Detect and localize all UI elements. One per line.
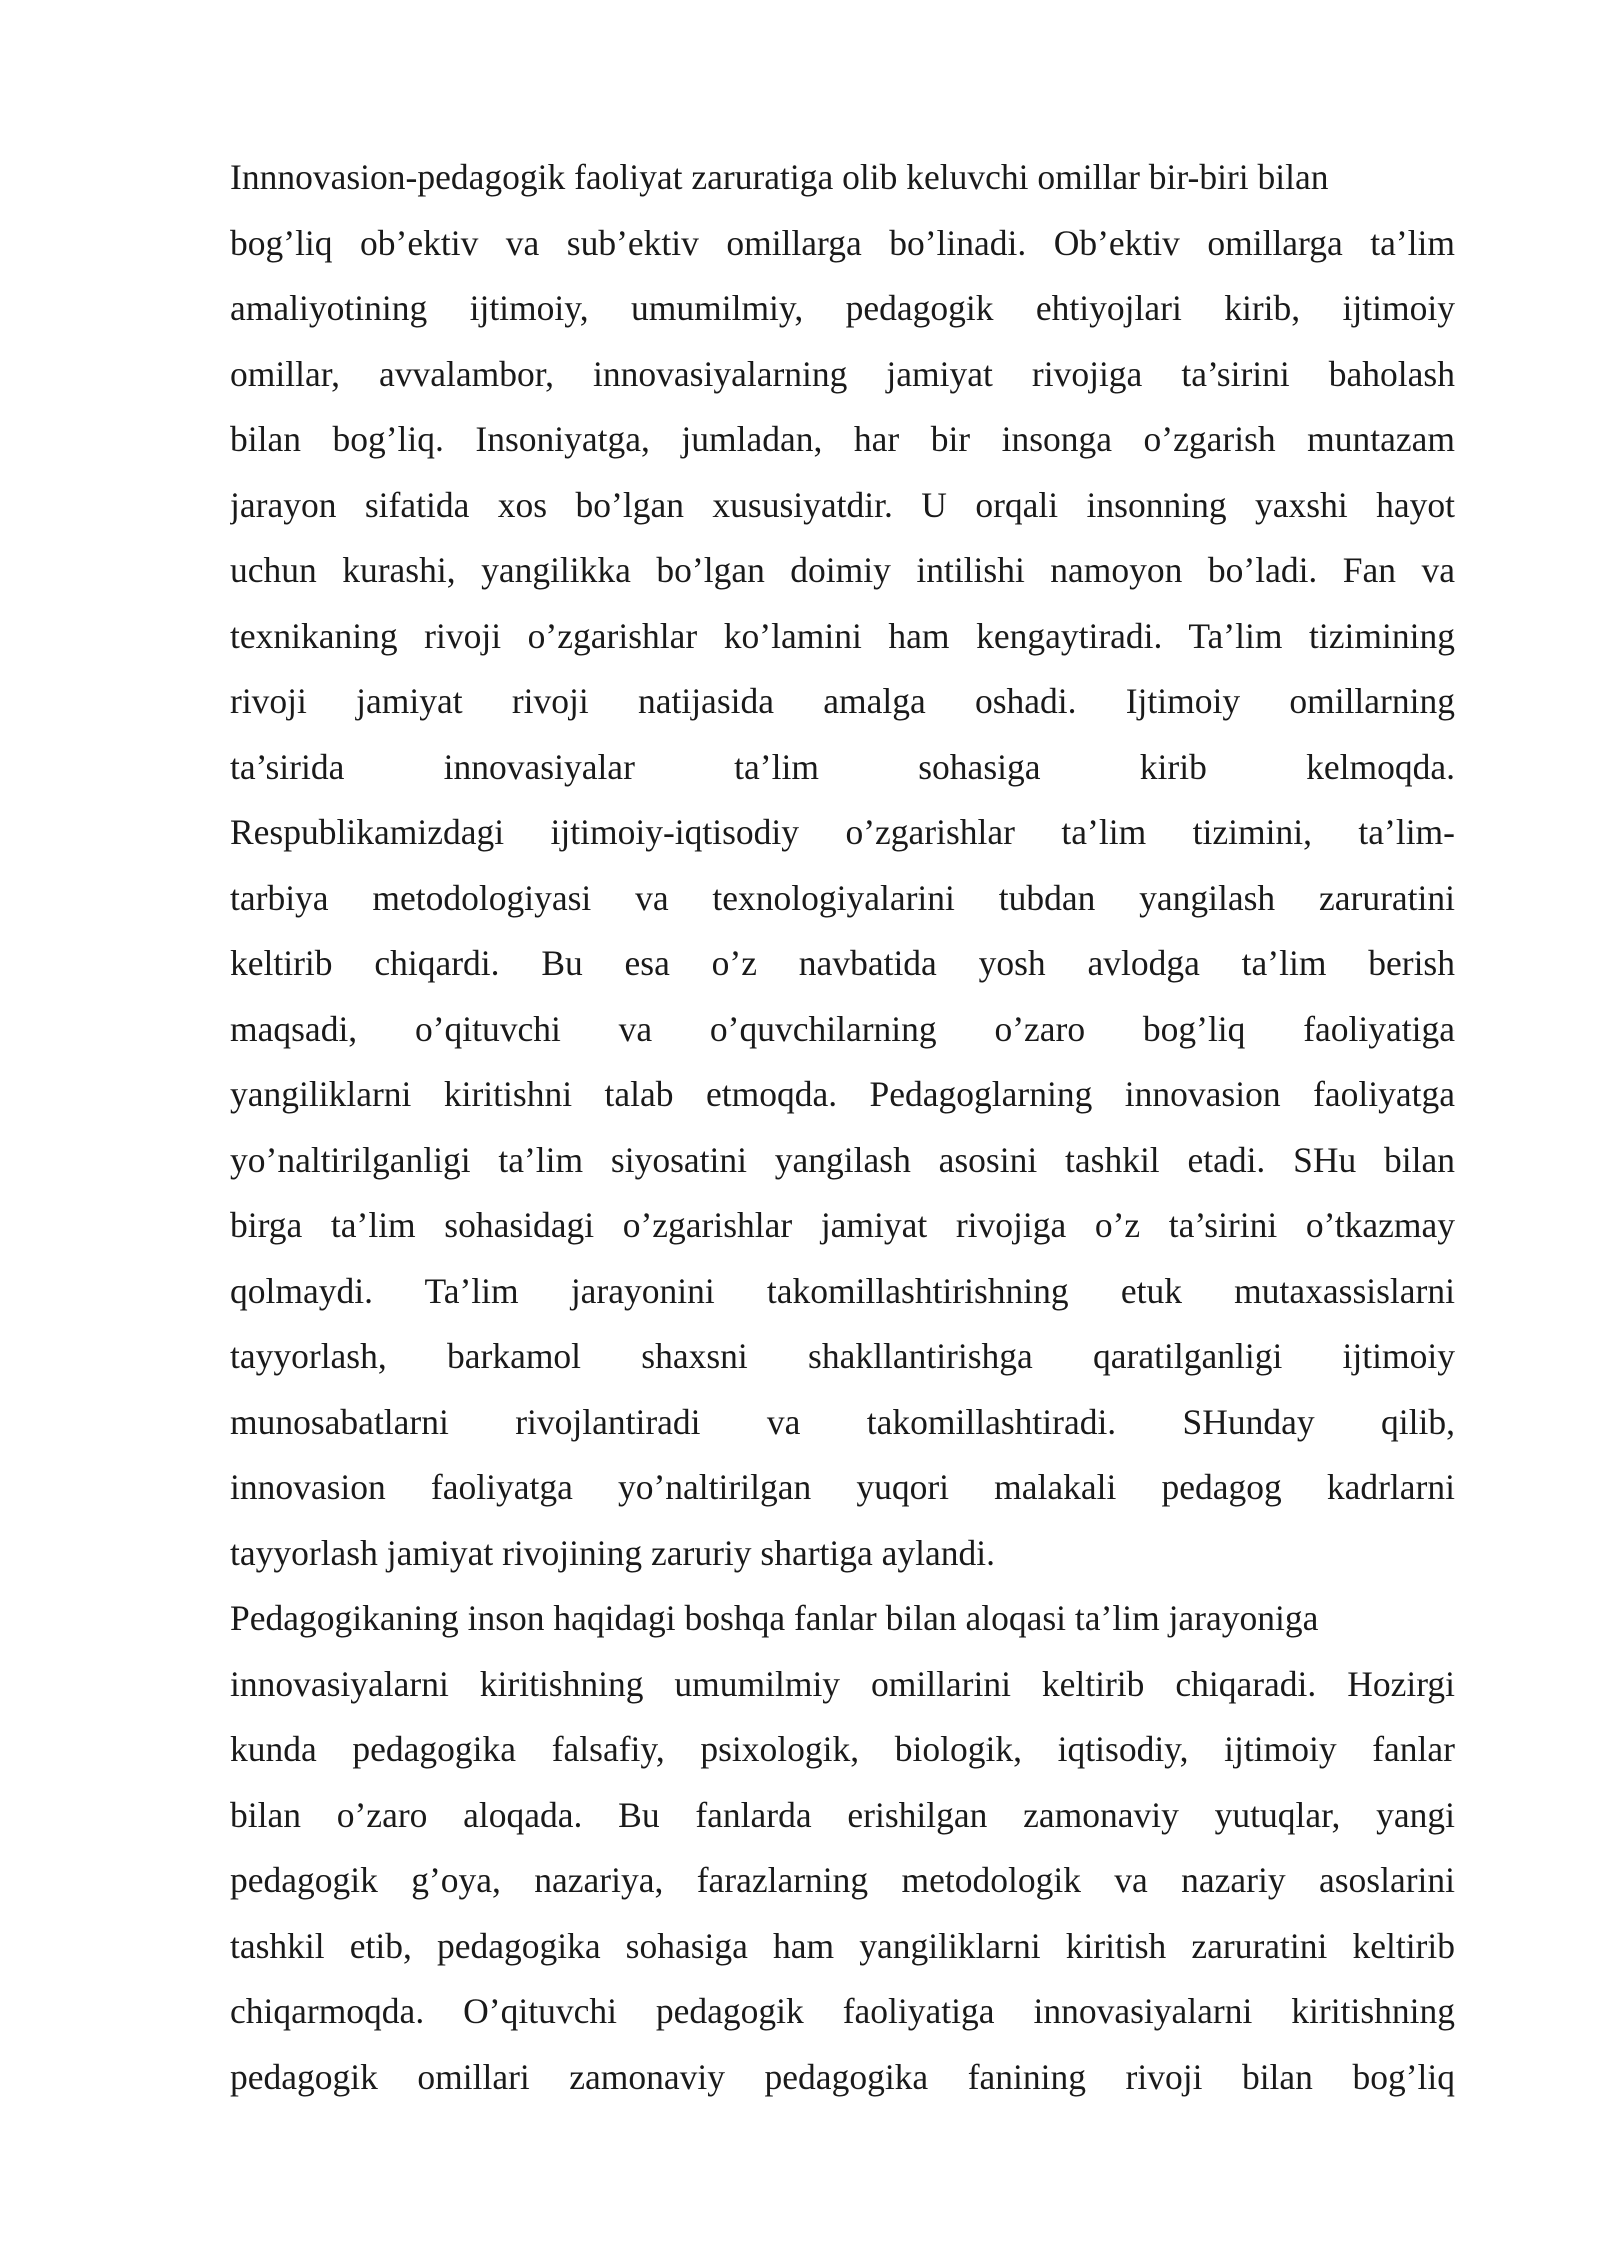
text-line: kunda pedagogika falsafiy, psixologik, biologik, iqtisodiy, ijtimoiy fanlar — [230, 1729, 1455, 1769]
text-line: texnikaning rivoji o’zgarishlar ko’lamini ham kengaytiradi. Ta’lim tizimining — [230, 615, 1455, 656]
text-line: innovasiyalarni kiritishning umumilmiy omillarini keltirib chiqaradi. Hozirgi — [230, 1663, 1455, 1704]
text-line: birga ta’lim sohasidagi o’zgarishlar jamiyat rivojiga o’z ta’sirini o’tkazmay — [230, 1205, 1455, 1245]
text-line: bilan o’zaro aloqada. Bu fanlarda erishilgan zamonaviy yutuqlar, yangi — [230, 1794, 1455, 1835]
text-line: pedagogik omillari zamonaviy pedagogika fanining rivoji bilan bog’liq — [230, 2056, 1455, 2097]
text-line: yangiliklarni kiritishni talab etmoqda. Pedagoglarning innovasion faoliyatga — [230, 1074, 1455, 1114]
text-line: Innnovasion-pedagogik faoliyat zaruratiga olib keluvchi omillar bir-biri bilan — [230, 157, 1329, 197]
text-line: Pedagogikaning inson haqidagi boshqa fanlar bilan aloqasi ta’lim jarayoniga — [230, 1598, 1319, 1638]
text-line: tashkil etib, pedagogika sohasiga ham yangiliklarni kiritish zaruratini keltirib — [230, 1925, 1455, 1966]
text-line: Respublikamizdagi ijtimoiy-iqtisodiy o’zgarishlar ta’lim tizimini, ta’lim- — [230, 812, 1455, 852]
text-line: bilan bog’liq. Insoniyatga, jumladan, har bir insonga o’zgarish muntazam — [230, 419, 1455, 459]
paragraph-general-scientific-factors — [230, 1586, 1455, 2110]
text-line: tayyorlash jamiyat rivojining zaruriy shartiga aylandi. — [230, 1532, 996, 1573]
text-line: jarayon sifatida xos bo’lgan xususiyatdir. U orqali insonning yaxshi hayot — [230, 484, 1455, 525]
text-line: ta’sirida innovasiyalar ta’lim sohasiga kirib kelmoqda. — [230, 746, 1455, 787]
text-line: yo’naltirilganligi ta’lim siyosatini yangilash asosini tashkil etadi. SHu bilan — [230, 1139, 1455, 1180]
text-line: maqsadi, o’qituvchi va o’quvchilarning o’zaro bog’liq faoliyatiga — [230, 1008, 1455, 1049]
document-body — [230, 145, 1455, 2110]
text-line: pedagogik g’oya, nazariya, farazlarning metodologik va nazariy asoslarini — [230, 1860, 1455, 1900]
text-line: omillar, avvalambor, innovasiyalarning jamiyat rivojiga ta’sirini baholash — [230, 353, 1455, 394]
text-line: uchun kurashi, yangilikka bo’lgan doimiy intilishi namoyon bo’ladi. Fan va — [230, 550, 1455, 590]
text-line: rivoji jamiyat rivoji natijasida amalga oshadi. Ijtimoiy omillarning — [230, 681, 1455, 721]
text-line: innovasion faoliyatga yo’naltirilgan yuqori malakali pedagog kadrlarni — [230, 1467, 1455, 1507]
text-line: keltirib chiqardi. Bu esa o’z navbatida yosh avlodga ta’lim berish — [230, 943, 1455, 983]
text-line: chiqarmoqda. O’qituvchi pedagogik faoliyatiga innovasiyalarni kiritishning — [230, 1991, 1455, 2031]
text-line: tayyorlash, barkamol shaxsni shakllantirishga qaratilganligi ijtimoiy — [230, 1336, 1455, 1376]
text-line: bog’liq ob’ektiv va sub’ektiv omillarga bo’linadi. Ob’ektiv omillarga ta’lim — [230, 222, 1455, 263]
text-line: munosabatlarni rivojlantiradi va takomillashtiradi. SHunday qilib, — [230, 1401, 1455, 1442]
text-line: qolmaydi. Ta’lim jarayonini takomillashtirishning etuk mutaxassislarni — [230, 1270, 1455, 1311]
paragraph-objective-factors — [230, 145, 1455, 1586]
text-line: tarbiya metodologiyasi va texnologiyalarini tubdan yangilash zaruratini — [230, 877, 1455, 918]
text-line: amaliyotining ijtimoiy, umumilmiy, pedagogik ehtiyojlari kirib, ijtimoiy — [230, 288, 1455, 328]
